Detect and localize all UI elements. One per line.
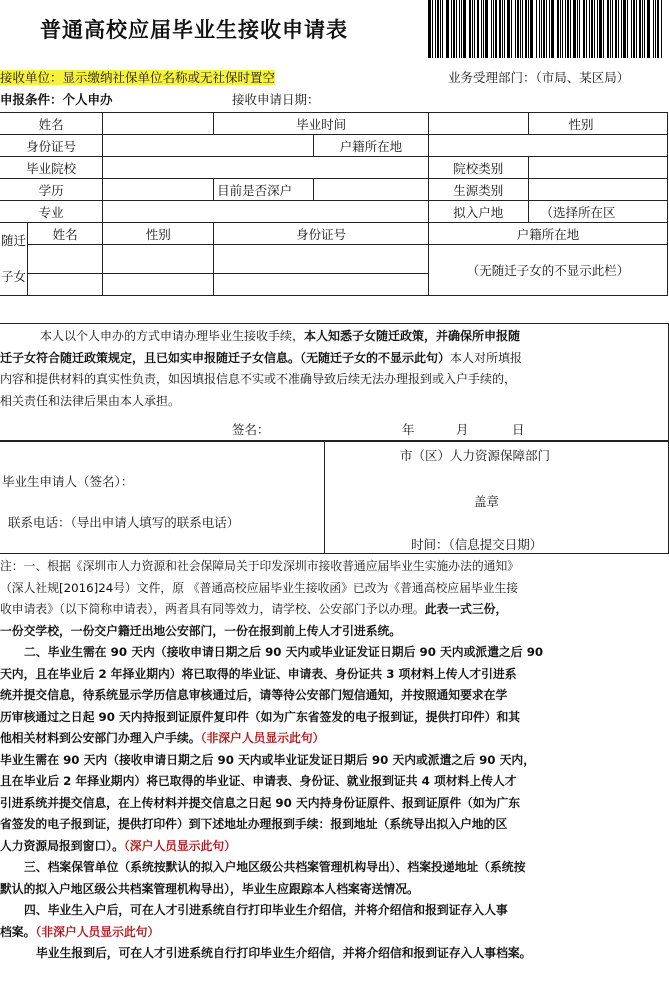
note1-a: 注：一、根据《深圳市人力资源和社会保障局关于印发深圳市接收普通应届毕业生实施办法的通知》 xyxy=(0,559,520,573)
child-name-1 xyxy=(28,245,103,274)
barcode-bar xyxy=(567,0,569,58)
notes xyxy=(0,556,668,965)
signature-label: 签名： xyxy=(232,422,270,437)
barcode-bar xyxy=(589,0,590,58)
year-label: 年 xyxy=(402,422,415,437)
barcode-bar xyxy=(461,0,462,58)
barcode-bar xyxy=(528,0,529,58)
barcode-bar xyxy=(591,0,593,58)
child-label-bottom: 子女 xyxy=(1,269,27,284)
barcode-bar xyxy=(495,0,497,58)
barcode-bar xyxy=(577,0,578,58)
education-value xyxy=(103,179,214,201)
decl-line2a: 迁子女符合随迁政策规定，且已如实申报随迁子女信息。（无随迁子女的不显示此句） xyxy=(0,350,451,365)
hukou-value xyxy=(429,135,668,157)
grad-time-label: 毕业时间 xyxy=(214,113,429,135)
barcode-bar xyxy=(599,0,602,58)
target-choice: （选择所在区 xyxy=(528,201,667,223)
note2-d: 历审核通过之日起 90 天内持报到证原件复印件（如为广东省签发的电子报到证，提供打印件）和其 xyxy=(0,709,521,724)
barcode-bar xyxy=(520,0,521,58)
barcode-bar xyxy=(557,0,559,58)
barcode-bar xyxy=(517,0,519,58)
note3-d: 省签发的电子报到证，提供打印件）到下述地址办理报到手续：报到地址（系统导出拟入户地的区 xyxy=(0,817,508,831)
barcode-bar xyxy=(657,0,659,58)
school-value xyxy=(103,157,429,179)
day-label: 日 xyxy=(512,422,525,437)
barcode-bar xyxy=(536,0,537,58)
note1-c: 收申请表》（以下简称申请表），两者具有同等效力，请学校、公安部门予以办理。 xyxy=(0,602,425,616)
barcode-bar xyxy=(560,0,561,58)
note4-a: 三、档案保管单位（系统按默认的拟入户地区级公共档案管理机构导出）、档案投递地址（系统按 xyxy=(24,860,526,874)
note6: 毕业生报到后，可在人才引进系统自行打印毕业生介绍信，并将介绍信和报到证存入人事档案。 xyxy=(36,946,532,960)
note3-c: 引进系统并提交信息，在上传材料并提交信息之日起 90 天内持身份证原件、报到证原件（如为广东 xyxy=(0,795,521,810)
receiver-unit: 接收单位：显示缴纳社保单位名称或无社保时置空 xyxy=(0,70,276,85)
applicant-sign-label: 毕业生申请人（签名）： xyxy=(2,474,134,489)
school-type-label: 院校类别 xyxy=(429,157,528,179)
barcode-bar xyxy=(493,0,494,58)
note2-e: 他相关材料到公安部门办理入户手续。 xyxy=(0,731,201,745)
child-hukou-label: 户籍所在地 xyxy=(429,223,668,245)
note5-b: 档案。 xyxy=(0,924,36,939)
barcode-bar xyxy=(477,0,479,58)
barcode-bar xyxy=(432,0,433,58)
barcode-bar xyxy=(603,0,604,58)
barcode-bar xyxy=(428,0,431,58)
seal-label: 盖章 xyxy=(474,494,500,509)
barcode-bar xyxy=(618,0,619,58)
declaration-text xyxy=(0,326,668,412)
barcode-bar xyxy=(570,0,571,58)
apply-condition: 申报条件：个人申办 xyxy=(0,92,113,107)
school-type-value xyxy=(528,157,667,179)
barcode-bar xyxy=(507,0,510,58)
barcode-bar xyxy=(451,0,452,58)
barcode-bar xyxy=(446,0,449,58)
decl-line3: 内容和提供材料的真实性负责，如因填报信息不实或不准确导致后续无法办理报到或入户手续的， xyxy=(0,372,517,386)
gender-label: 性别 xyxy=(528,113,667,135)
decl-line1a: 本人以个人申办的方式申请办理毕业生接收手续， xyxy=(40,329,305,343)
barcode-bar xyxy=(594,0,595,58)
barcode-bar xyxy=(615,0,617,58)
major-value xyxy=(103,201,429,223)
barcode-bar xyxy=(551,0,554,58)
barcode-bar xyxy=(435,0,436,58)
barcode xyxy=(428,0,664,58)
decl-line2b: 本人对所填报 xyxy=(450,350,523,365)
note3-e: 人力资源局报到窗口）。 xyxy=(0,838,124,853)
note1-b: （深人社规[2016]24号）文件，原 《普通高校应届毕业生接收函》已改为《普通高校应届毕业生接 xyxy=(0,580,519,595)
page-title: 普通高校应届毕业生接收申请表 xyxy=(40,17,348,42)
barcode-bar xyxy=(491,0,492,58)
name-label: 姓名 xyxy=(0,113,103,135)
barcode-bar xyxy=(539,0,540,58)
applicant-table xyxy=(0,112,668,296)
barcode-bar xyxy=(504,0,505,58)
barcode-bar xyxy=(612,0,613,58)
barcode-bar xyxy=(543,0,545,58)
note5-a: 四、毕业生入户后，可在人才引进系统自行打印毕业生介绍信，并将介绍信和报到证存入人事 xyxy=(24,903,508,917)
barcode-bar xyxy=(627,0,628,58)
barcode-bar xyxy=(597,0,598,58)
hukou-label: 户籍所在地 xyxy=(313,135,428,157)
note1-c-bold: 此表一式三份， xyxy=(424,602,508,616)
note1-d: 一份交学校，一份交户籍迁出地公安部门，一份在报到前上传人才引进系统。 xyxy=(0,623,402,638)
barcode-bar xyxy=(647,0,650,58)
barcode-bar xyxy=(546,0,547,58)
barcode-bar xyxy=(515,0,516,58)
barcode-bar xyxy=(621,0,622,58)
child-name-2 xyxy=(28,274,103,296)
note2-e-red: （非深户人员显示此句） xyxy=(200,731,325,745)
target-label: 拟入户地 xyxy=(429,201,528,223)
name-value xyxy=(103,113,214,135)
barcode-bar xyxy=(472,0,473,58)
child-id-1 xyxy=(214,245,429,274)
barcode-bar xyxy=(525,0,527,58)
barcode-bar xyxy=(579,0,580,58)
barcode-bar xyxy=(541,0,542,58)
barcode-bar xyxy=(463,0,466,58)
business-dept: 业务受理部门：（市局、某区局） xyxy=(448,70,630,85)
barcode-bar xyxy=(610,0,611,58)
note5-b-red: （非深户人员显示此句） xyxy=(35,924,160,939)
barcode-bar xyxy=(623,0,626,58)
barcode-bar xyxy=(437,0,439,58)
child-id-label: 身份证号 xyxy=(214,223,429,245)
barcode-bar xyxy=(565,0,566,58)
child-name-label: 姓名 xyxy=(28,223,103,245)
source-type-label: 生源类别 xyxy=(429,179,528,201)
school-label: 毕业院校 xyxy=(0,157,103,179)
in-sz-value xyxy=(313,179,428,201)
education-label: 学历 xyxy=(0,179,103,201)
applicant-sign-box xyxy=(0,441,325,554)
barcode-bar xyxy=(653,0,654,58)
bureau-label: 市（区）人力资源保障部门 xyxy=(400,448,551,463)
barcode-bar xyxy=(499,0,501,58)
month-label: 月 xyxy=(456,422,469,437)
barcode-bar xyxy=(469,0,471,58)
note3-a: 毕业生需在 90 天内（接收申请日期之后 90 天内或毕业证发证日期后 90 天内或派遣之后 90 天内， xyxy=(0,752,536,767)
note4-b: 默认的拟入户地区级公共档案管理机构导出），毕业生应跟踪本人档案寄送情况。 xyxy=(0,881,419,896)
barcode-bar xyxy=(511,0,512,58)
child-id-2 xyxy=(214,274,429,296)
barcode-bar xyxy=(583,0,585,58)
barcode-bar xyxy=(459,0,460,58)
decl-line4: 相关责任和法律后果由本人承担。 xyxy=(0,393,181,408)
barcode-bar xyxy=(573,0,576,58)
barcode-bar xyxy=(607,0,609,58)
barcode-bar xyxy=(483,0,484,58)
barcode-bar xyxy=(639,0,641,58)
barcode-bar xyxy=(562,0,563,58)
major-label: 专业 xyxy=(0,201,103,223)
barcode-bar xyxy=(530,0,533,58)
child-label xyxy=(0,223,28,296)
barcode-bar xyxy=(633,0,635,58)
submit-time-label: 时间：（信息提交日期） xyxy=(411,537,543,552)
child-note: （无随迁子女的不显示此栏） xyxy=(429,245,668,296)
decl-line1b: 本人知悉子女随迁政策，并确保所申报随 xyxy=(304,329,521,343)
barcode-bar xyxy=(661,0,662,58)
note3-b: 且在毕业后 2 年择业期内）将已取得的毕业证、申请表、身份证、就业报到证共 4 项材料上传人才 xyxy=(0,774,517,788)
barcode-bar xyxy=(485,0,488,58)
child-gender-1 xyxy=(103,245,214,274)
barcode-bar xyxy=(631,0,632,58)
id-label: 身份证号 xyxy=(0,135,103,157)
in-sz-label: 目前是否深户 xyxy=(214,179,314,201)
note3-e-red: （深户人员显示此句） xyxy=(123,838,236,853)
barcode-bar xyxy=(440,0,441,58)
phone-label: 联系电话：（导出申请人填写的联系电话） xyxy=(8,515,240,530)
barcode-bar xyxy=(636,0,637,58)
note2-b: 天内，且在毕业后 2 年择业期内）将已取得的毕业证、申请表、身份证共 3 项材料上传人才引进系 xyxy=(0,666,517,681)
barcode-bar xyxy=(642,0,643,58)
source-type-value xyxy=(528,179,667,201)
note2-c: 统并提交信息，待系统显示学历信息审核通过后，请等待公安部门短信通知，并按照通知要求在学 xyxy=(0,688,508,702)
barcode-bar xyxy=(586,0,587,58)
apply-date-label: 接收申请日期： xyxy=(232,92,320,107)
barcode-bar xyxy=(453,0,455,58)
id-value xyxy=(103,135,313,157)
note2-a: 二、毕业生需在 90 天内（接收申请日期之后 90 天内或毕业证发证日期后 90 天内或派遣之后 90 xyxy=(24,645,544,659)
child-gender-2 xyxy=(103,274,214,296)
barcode-bar xyxy=(456,0,457,58)
barcode-bar xyxy=(549,0,550,58)
grad-time-value xyxy=(429,113,528,135)
barcode-bar xyxy=(522,0,523,58)
barcode-bar xyxy=(502,0,503,58)
barcode-bar xyxy=(655,0,656,58)
child-gender-label: 性别 xyxy=(103,223,214,245)
child-label-top: 随迁 xyxy=(1,233,27,248)
barcode-bar xyxy=(644,0,645,58)
barcode-bar xyxy=(481,0,482,58)
barcode-bar xyxy=(442,0,443,58)
barcode-bar xyxy=(474,0,475,58)
